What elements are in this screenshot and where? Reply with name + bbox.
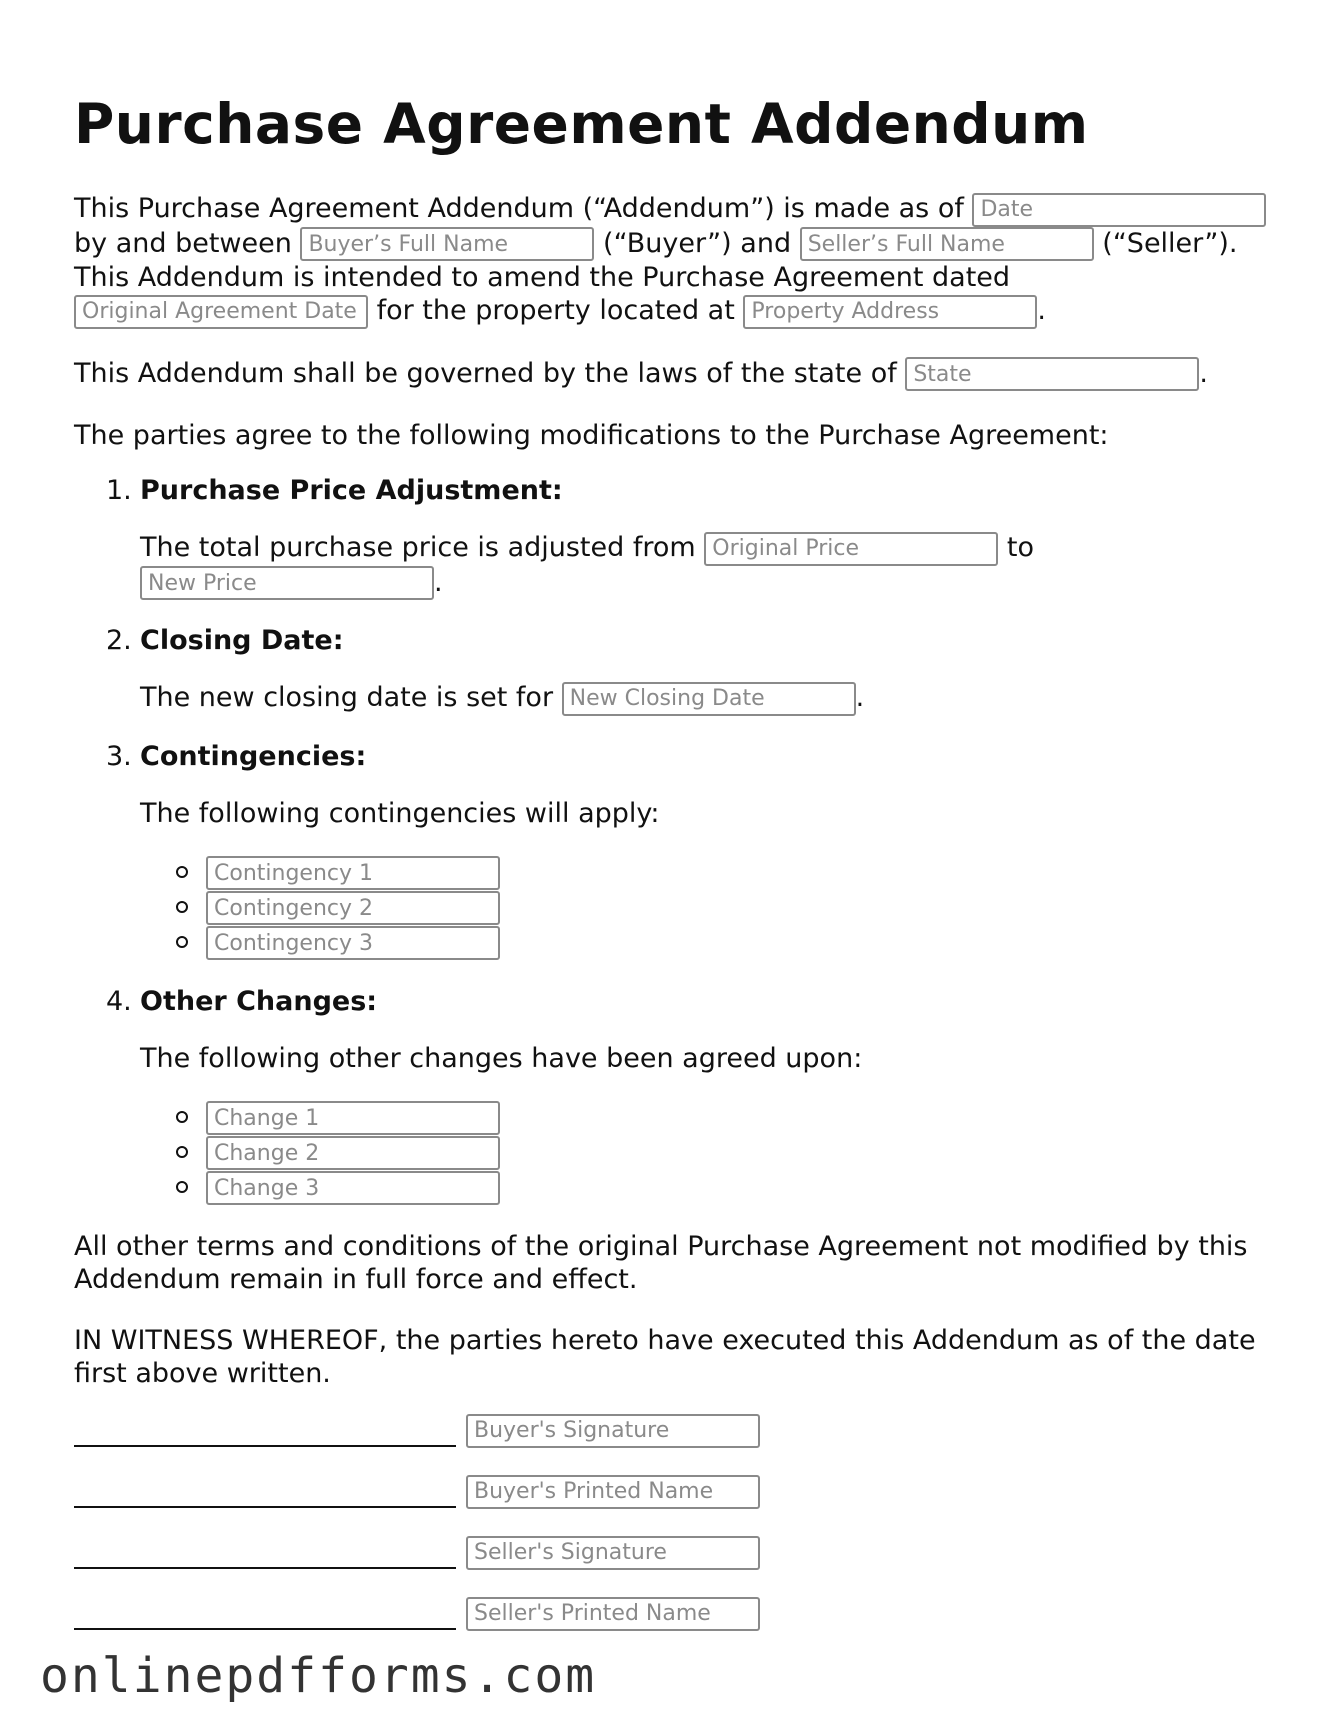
signature-row [74,1475,1274,1536]
buyer-printed-name-input[interactable] [466,1475,760,1509]
section-closing-date [106,624,1274,716]
intro-text-6: for the property located at [376,295,735,326]
page-title: Purchase Agreement Addendum [74,92,1089,156]
section-number: 4. [106,985,132,1017]
change-list [140,1101,1274,1206]
watermark: onlinepdfforms.com [40,1648,597,1704]
change-3-input[interactable] [206,1171,500,1205]
modifications-list [74,474,1274,1206]
original-agreement-date-input[interactable] [74,295,368,329]
governing-law-paragraph [74,357,1274,392]
signature-line [74,1414,456,1447]
intro-text-2: by and between [74,227,292,259]
list-item [206,1101,1274,1136]
list-item [206,926,1274,961]
intro-text-4: (“Seller”). [1102,227,1238,259]
governing-text: This Addendum shall be governed by the laws of the state of [74,357,897,389]
signature-block [74,1414,1274,1658]
list-item [206,1171,1274,1206]
buyer-signature-input[interactable] [466,1414,760,1448]
governing-end: . [1199,357,1208,389]
signature-row [74,1414,1274,1475]
section-body: The following other changes have been agreed upon: [140,1042,863,1074]
section-other-changes [106,985,1274,1206]
change-1-input[interactable] [206,1101,500,1135]
section-body: The following contingencies will apply: [140,797,660,829]
bullet-icon [176,866,188,878]
original-price-input[interactable] [704,532,998,566]
section-number: 3. [106,740,132,772]
section-body [140,531,1274,600]
bullet-icon [176,936,188,948]
contingency-list [140,856,1274,961]
witness-paragraph: IN WITNESS WHEREOF, the parties hereto have executed this Addendum as of the date first above written. [74,1324,1256,1389]
document-page [74,92,1274,1658]
closing-date-end: . [855,682,865,713]
contingency-1-input[interactable] [206,856,500,890]
date-input[interactable] [972,193,1266,227]
section-number: 1. [106,475,132,506]
signature-row [74,1536,1274,1597]
list-item [206,856,1274,891]
property-address-input[interactable] [743,295,1037,329]
intro-paragraph [74,192,1274,329]
signature-line [74,1536,456,1569]
buyer-full-name-input[interactable] [300,227,594,261]
bullet-icon [176,1146,188,1158]
section-number: 2. [106,625,132,656]
modifications-intro: The parties agree to the following modifications to the Purchase Agreement: [74,420,1109,451]
signature-line [74,1475,456,1508]
change-2-input[interactable] [206,1136,500,1170]
closing-date-text: The new closing date is set for [140,682,554,713]
seller-full-name-input[interactable] [800,227,1094,261]
bullet-icon [176,1111,188,1123]
closing-paragraph: All other terms and conditions of the original Purchase Agreement not modified by this Addendum remain in full force and effect. [74,1230,1248,1295]
contingency-3-input[interactable] [206,926,500,960]
intro-text-7: . [1037,295,1047,326]
intro-text-5: This Addendum is intended to amend the Purchase Agreement dated [74,262,1011,293]
bullet-icon [176,901,188,913]
intro-text-1: This Purchase Agreement Addendum (“Addendum”) is made as of [74,193,964,224]
intro-text-3: (“Buyer”) and [603,227,792,259]
price-text-1: The total purchase price is adjusted from [140,532,696,563]
price-text-2: to [1006,532,1034,563]
list-item [206,1136,1274,1171]
new-price-input[interactable] [140,566,434,600]
section-contingencies [106,740,1274,961]
bullet-icon [176,1181,188,1193]
section-body [140,681,1274,716]
contingency-2-input[interactable] [206,891,500,925]
section-title: Closing Date: [140,625,344,656]
seller-signature-input[interactable] [466,1536,760,1570]
section-purchase-price [106,474,1274,600]
new-closing-date-input[interactable] [562,682,856,716]
signature-line [74,1597,456,1630]
seller-printed-name-input[interactable] [466,1597,760,1631]
list-item [206,891,1274,926]
section-title: Other Changes: [140,985,378,1017]
section-title: Contingencies: [140,740,367,772]
state-input[interactable] [905,357,1199,391]
price-text-3: . [434,566,443,598]
section-title: Purchase Price Adjustment: [140,475,563,506]
